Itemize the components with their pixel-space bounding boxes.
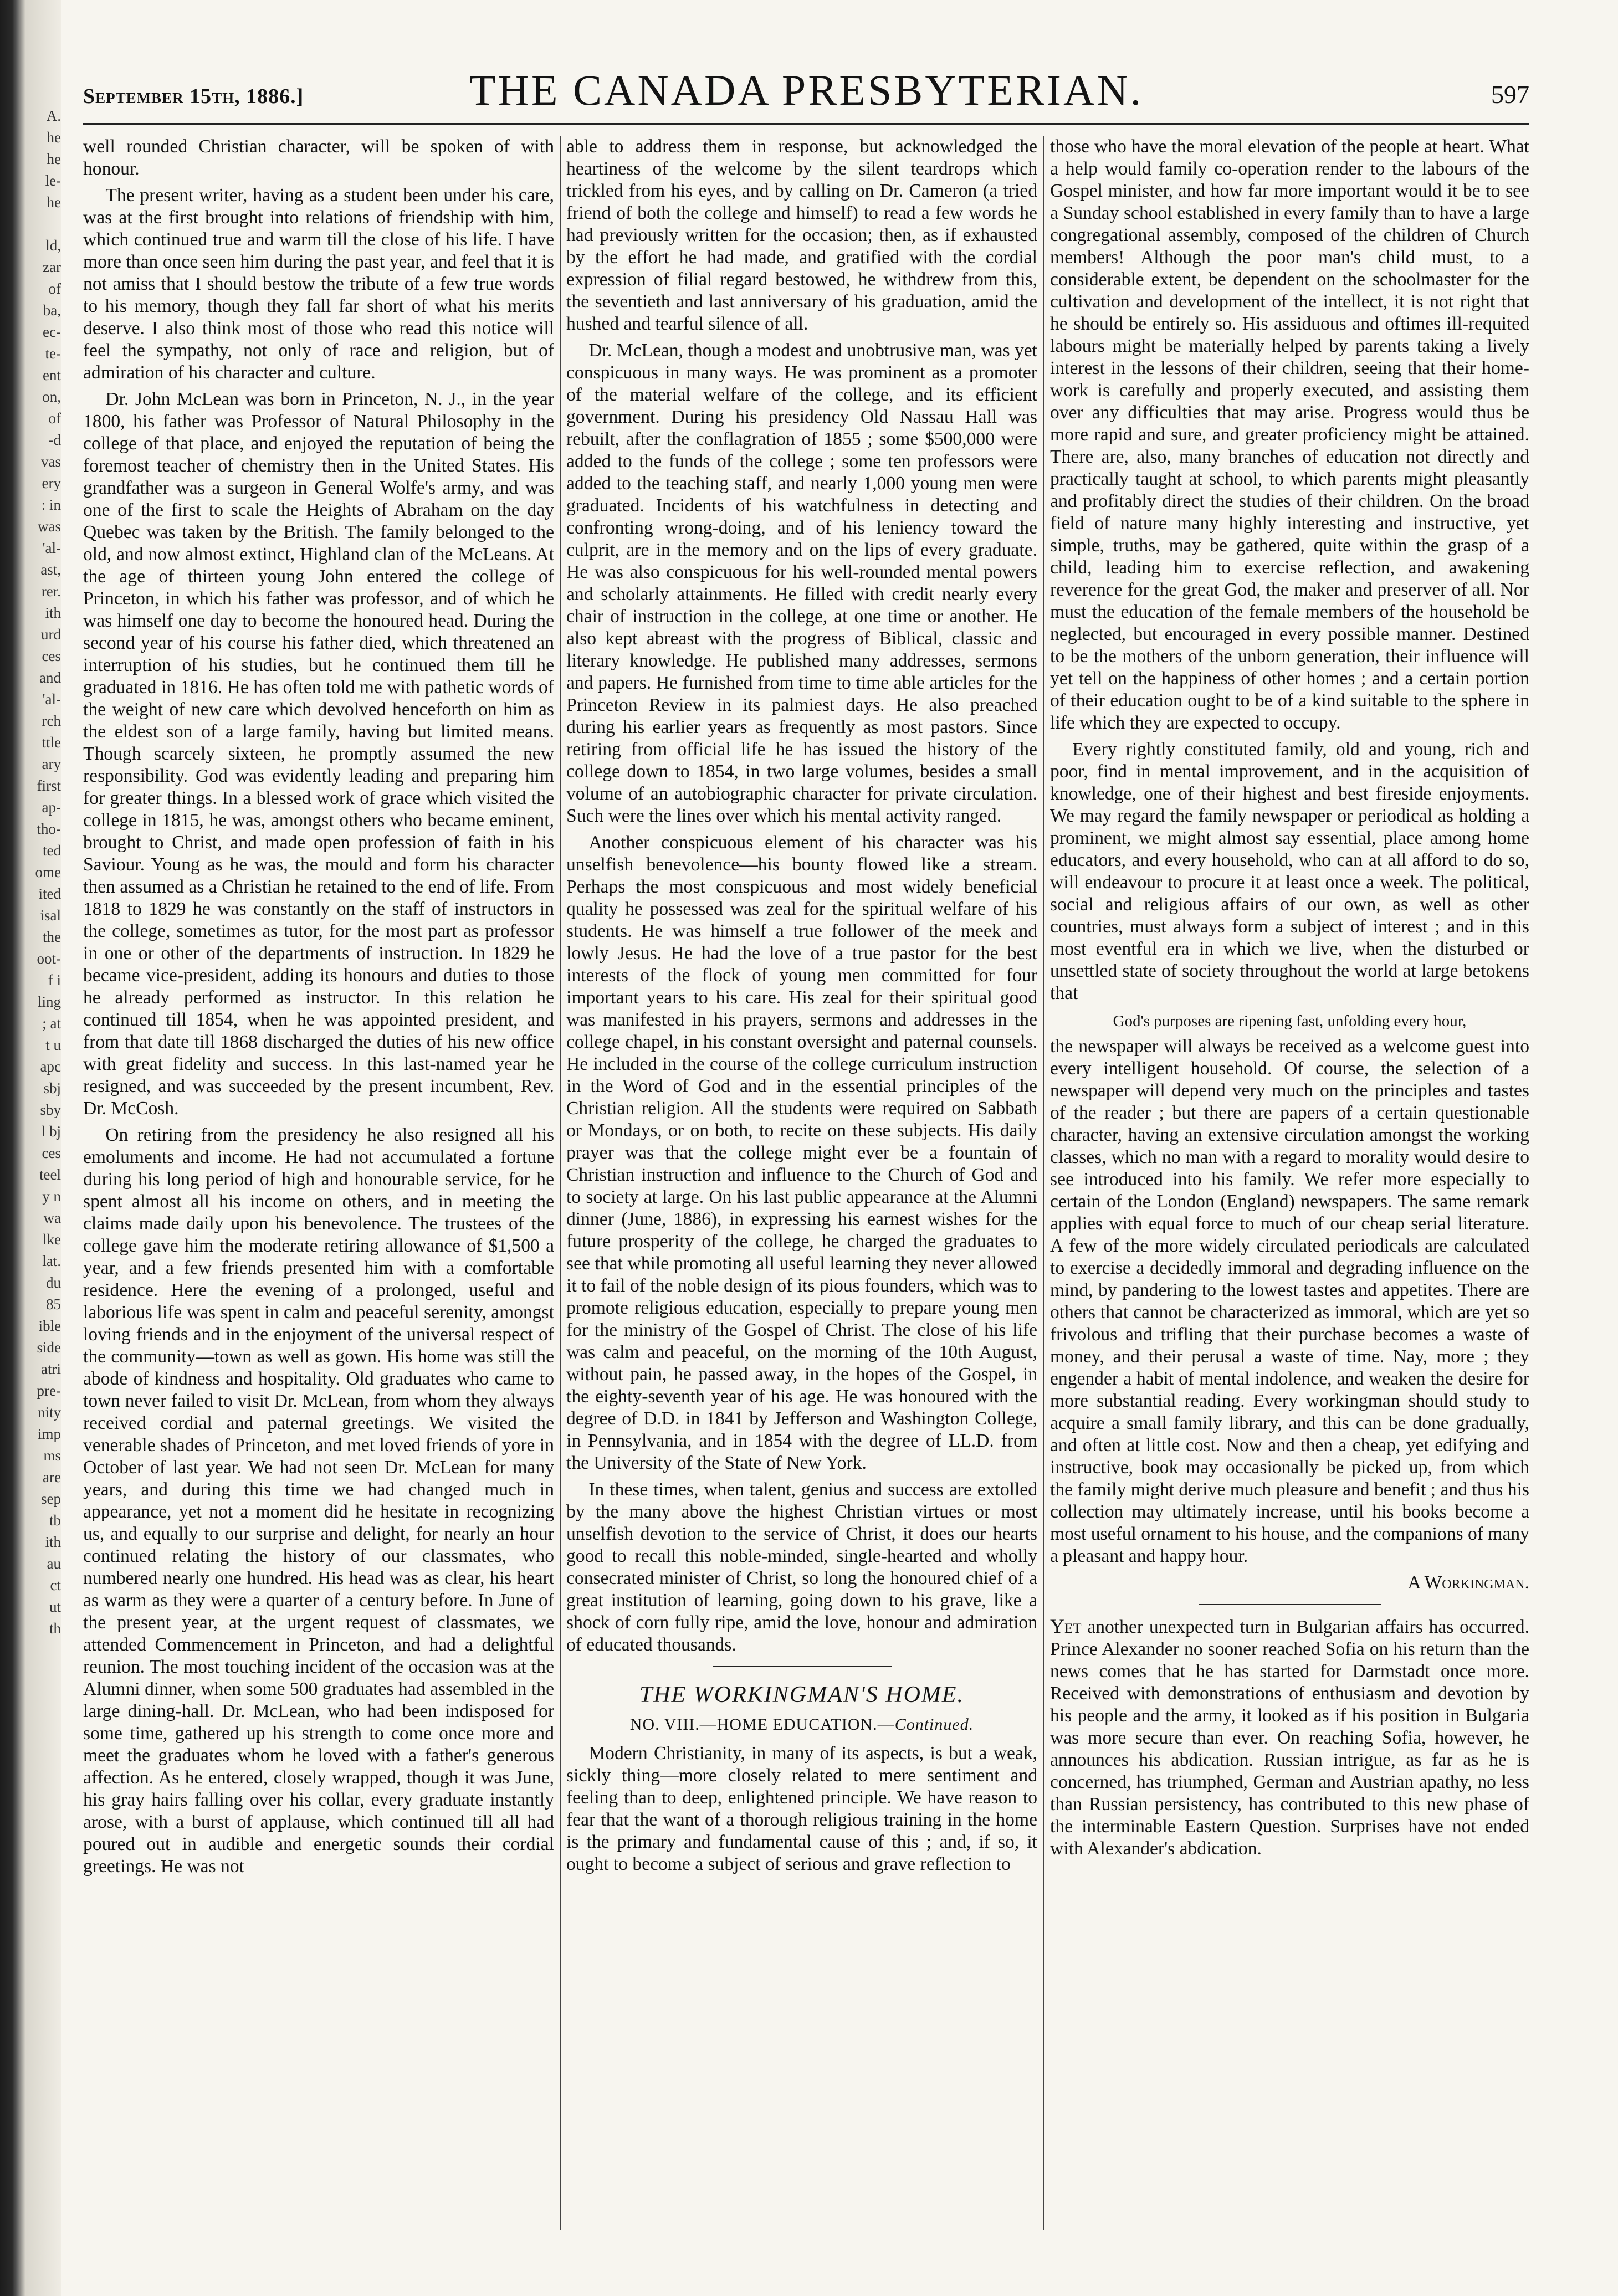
section-subhead [566, 1714, 1037, 1736]
section-rule [713, 1666, 892, 1667]
margin-fragment: was [38, 518, 61, 535]
margin-fragment: y n [42, 1188, 61, 1205]
margin-fragment: ith [45, 1534, 61, 1550]
margin-fragment: zar [43, 259, 61, 275]
margin-fragment: ent [43, 367, 61, 383]
margin-fragment: lat. [42, 1253, 61, 1269]
article-paragraph: those who have the moral elevation of the people at heart. What a help would family co-operation render to the labours of the Gospel minister, and how far more important would it be to see a Sunday school established in every family than to have a large congregational assembly, composed of the children of Church members! Although the poor man's child must, to a considerable extent, be dependent on the schoolmaster for the cultivation and development of the intellect, it is not right that he should be entirely so. His assiduous and oftimes ill-requited labours might be materially helped by parents taking a lively interest in the lessons of their children, seeing that their home-work is carefully and properly executed, and assisting them over any difficulties that may arise. Progress would thus be more rapid and sure, and greater proficiency might be attained. There are, also, many branches of education not directly and practically taught at school, to which parents might pleasantly and profitably direct the studies of their children. On the broad field of nature many highly interesting and instructive, yet simple, truths, may be gathered, quite within the grasp of a child, leading him to exercise reflection, and awakening reverence for the great God, the maker and preserver of all. Nor must the education of the female members of the household be neglected, but encouraged in every possible manner. Destined to be the mothers of the unborn generation, their influence will yet tell on the happiness of other homes ; and a certain portion of their education ought to be of a kind suitable to the sphere in life which they are expected to occupy. [1050, 136, 1529, 733]
margin-fragment: th [49, 1620, 61, 1637]
column-1 [83, 136, 554, 2230]
margin-fragment: l bj [41, 1123, 61, 1140]
margin-fragment: atri [41, 1361, 61, 1377]
margin-fragment: 'al- [42, 540, 61, 556]
header-rule [83, 123, 1529, 125]
section-title: THE WORKINGMAN'S HOME. [639, 1682, 965, 1708]
margin-fragment: ome [35, 864, 61, 880]
margin-fragment: isal [40, 907, 61, 924]
article-paragraph: Another conspicuous element of his character was his unselfish benevolence—his bounty flowed like a stream. Perhaps the most conspicuous and most widely beneficial quality he possessed was zeal for the spiritual welfare of his students. He was himself a true follower of the meek and lowly Jesus. He had the love of a true pastor for the best interests of the flock of young men committed for four important years to his care. His zeal for their spiritual good was manifested in his prayers, sermons and addresses in the college chapel, in his constant oversight and paternal counsels. He included in the course of the college curriculum instruction in the Word of God and in the essential principles of the Christian religion. All the students were required on Sabbath or Mondays, or on both, to recite on these subjects. His daily prayer was that the college might ever be a fountain of Christian instruction and influence to the Church of God and to society at large. On his last public appearance at the Alumni dinner (June, 1886), in expressing his earnest wishes for the future prosperity of the college, he charged the graduates to see that while promoting all useful learning they never allowed it to fail of the noble design of its pious founders, which was to promote religious education, especially to prepare young men for the ministry of the Gospel of Christ. The close of his life was calm and peaceful, on the morning of the 10th August, without pain, he passed away, in the hopes of the Gospel, in the eighty-seventh year of his age. He was honoured with the degree of D.D. in 1841 by Jefferson and Washington College, in Pennsylvania, and in 1854 with the degree of LL.D. from the University of the State of New York. [566, 832, 1037, 1473]
margin-fragment: ttle [42, 734, 61, 751]
margin-fragment: wa [43, 1210, 61, 1226]
article-paragraph: Dr. John McLean was born in Princeton, N. J., in the year 1800, his father was Professor of Natural Philosophy in the college of that place, and enjoyed the reputation of being the foremost teacher of chemistry then in the United States. His grandfather was a surgeon in General Wolfe's army, and was one of the first to scale the Heights of Abraham on the day Quebec was taken by the British. The family belonged to the old, and now almost extinct, Highland clan of the McLeans. At the age of thirteen young John entered the college of Princeton, in which his father was professor, and of which he was himself one day to become the honoured head. During the second year of his course his father died, which threatened an interruption of his studies, but he continued them till he graduated in 1816. He has often told me with pathetic words of the weight of new care which devolved henceforth on him as the eldest son of a large family, having but limited means. Though scarcely sixteen, he promptly assumed the new responsibility. God was evidently leading and preparing him for greater things. In a blessed work of grace which visited the college in 1815, he was, amongst others who became eminent, brought to Christ, and made open profession of faith in his Saviour. Young as he was, the mould and form his character then assumed as a Christian he retained to the end of life. From 1818 to 1829 he was constantly on the staff of instructors in the college, sometimes as tutor, for the most part as professor in one or other of the departments of instruction. In 1829 he became vice-president, adding its honours and duties to those he already performed as instructor. In this relation he continued till 1854, when he was appointed president, and from that date till 1868 discharged the duties of his new office with great fidelity and success. In this last-named year he resigned, and was succeeded by the present incumbent, Rev. Dr. McCosh. [83, 389, 554, 1119]
margin-fragment: ling [37, 993, 61, 1010]
margin-fragment: A. [46, 107, 61, 124]
article-paragraph: Every rightly constituted family, old and young, rich and poor, find in mental improvement, and in the acquisition of knowledge, one of their highest and best fireside enjoyments. We may regard the family newspaper or periodical as holding a prominent, we might almost say essential, place among home educators, and every household, who can at all afford to do so, will endeavour to procure it at least once a week. The political, social and religious affairs of our own, as well as other countries, must always form a subject of interest ; and in this most eventful era in which we live, when the disturbed or unsettled state of society throughout the world at large betokens that [1050, 739, 1529, 1003]
column-2 [566, 136, 1037, 2230]
page-number: 597 [1491, 80, 1529, 109]
margin-fragment: ted [43, 842, 61, 859]
margin-fragment: of [48, 280, 61, 297]
article-paragraph: well rounded Christian character, will be spoken of with honour. [83, 136, 554, 179]
margin-fragment: urd [41, 626, 61, 643]
margin-fragment: lke [43, 1231, 61, 1248]
margin-fragment: teel [39, 1166, 61, 1183]
margin-fragment: he [47, 194, 61, 211]
margin-fragment: ba, [43, 302, 61, 319]
margin-fragment: ited [38, 885, 61, 902]
margin-fragment: ap- [42, 799, 61, 816]
margin-fragment: ld, [45, 237, 61, 254]
signature: A Workingman. [1407, 1572, 1529, 1593]
article-paragraph: Modern Christianity, in many of its aspects, is but a weak, sickly thing—more closely related to mere sentiment and feeling than to deep, enlightened principle. We have reason to fear that the want of a thorough religious training in the home is the primary and fundamental cause of this ; and, if so, it ought to become a subject of serious and grave reflection to [566, 1743, 1037, 1874]
margin-fragment: sep [41, 1490, 61, 1507]
margin-text-fragments [20, 105, 61, 1639]
margin-fragment: of [48, 410, 61, 427]
margin-fragment: ct [50, 1577, 61, 1593]
margin-fragment: ary [42, 756, 61, 772]
margin-fragment: ; at [42, 1015, 61, 1032]
margin-fragment: 85 [46, 1296, 61, 1313]
margin-fragment: ible [38, 1318, 61, 1334]
margin-fragment: side [37, 1339, 61, 1356]
column-divider [560, 136, 561, 2230]
article-paragraph: The present writer, having as a student been under his care, was at the first brought into relations of friendship with him, which continued true and warm till the close of his life. I have more than once seen him during the past year, and feel that it is not amiss that I should bestow the tribute of a few true words to his memory, though they fall far short of what his merits deserve. I also think most of those who read this notice will feel the sympathy, not only of race and religion, but of admiration of his character and culture. [83, 185, 554, 383]
margin-fragment: on, [42, 388, 61, 405]
margin-fragment: he [47, 151, 61, 167]
margin-fragment: tb [49, 1512, 61, 1529]
margin-fragment: rch [42, 713, 61, 729]
margin-fragment: : in [41, 496, 61, 513]
margin-fragment: ut [49, 1598, 61, 1615]
margin-fragment: ast, [40, 561, 61, 578]
news-lead: Yet [1050, 1615, 1082, 1637]
column-divider [1043, 136, 1044, 2230]
margin-fragment: du [46, 1274, 61, 1291]
margin-fragment: sby [40, 1101, 61, 1118]
article-paragraph: the newspaper will always be received as a welcome guest into every intelligent household. Of course, the selection of a newspaper will depend very much on the principles and tastes of the reader ; but there are papers of a certain questionable character, having an extensive circulation amongst the working classes, which no man with a regard to morality would desire to see introduced into his family. We refer more especially to certain of the London (England) newspapers. The same remark applies with equal force to much of our cheap serial literature. A few of the more widely circulated periodicals are calculated to exercise a decidedly immoral and degrading influence on the mind, by pandering to the lowest tastes and appetites. There are others that cannot be characterized as immoral, which are yet so frivolous and trifling that their purchase becomes a waste of money, and their perusal a waste of time. Nay, more ; they engender a habit of mental indolence, and weaken the desire for more substantial reading. Every workingman should study to acquire a small family library, and this can be done gradually, and often at little cost. Now and then a cheap, yet edifying and instructive, book may occasionally be picked up, from which the family might derive much pleasure and benefit ; and thus his collection may ultimately increase, until his books become a most useful ornament to his house, and the companions of many a pleasant and happy hour. [1050, 1036, 1529, 1566]
margin-fragment: rer. [41, 583, 61, 599]
margin-fragment: nity [37, 1404, 61, 1421]
margin-fragment: ces [42, 1145, 61, 1161]
margin-fragment: tho- [37, 821, 61, 837]
margin-fragment: te- [45, 345, 61, 362]
article-paragraph: On retiring from the presidency he also resigned all his emoluments and income. He had not accumulated a fortune during his long period of high and honourable service, for he spent almost all his income on others, and in meeting the claims made daily upon his benevolence. The trustees of the college gave him the moderate retiring allowance of $1,500 a year, and a few friends presented him with a comfortable residence. Here the evening of a prolonged, useful and laborious life was spent in calm and peaceful serenity, amongst loving friends and in the enjoyment of the universal respect of the community—town as well as gown. His home was still the abode of kindness and hospitality. Old graduates who came to town never failed to visit Dr. McLean, from whom they always received cordial and paternal greetings. We visited the venerable shades of Princeton, and met loved friends of yore in October of last year. We had not seen Dr. McLean for many years, and during this time we had changed much in appearance, yet not a moment did he hesitate in recognizing us, and equally to our surprise and delight, for nearly an hour continued relating the history of our classmates, who numbered nearly one hundred. His head was as clear, his heart as warm as they were a quarter of a century before. In June of the present year, at the urgent request of classmates, we attended Commencement in Princeton, and had a delightful reunion. The most touching incident of the occasion was at the Alumni dinner, when some 500 graduates had assembled in the large dining-hall. Dr. McLean, who had been indisposed for some time, gathered up his strength to come once more and meet the graduates whom he loved with a father's generous affection. As he entered, closely wrapped, though it was June, his gray hairs falling over his collar, every graduate instantly arose, with a burst of applause, which continued till all had poured out in audible and energetic sounds their cordial greetings. He was not [83, 1125, 554, 1877]
margin-fragment: first [37, 777, 61, 794]
margin-fragment: ms [43, 1447, 61, 1464]
margin-fragment: ces [42, 648, 61, 664]
header-date: September 15th, 1886.] [83, 85, 304, 108]
margin-fragment: ith [45, 604, 61, 621]
margin-fragment: -d [48, 432, 61, 448]
article-paragraph: In these times, when talent, genius and success are extolled by the many above the highest Christian virtues or most unselfish devotion to the service of Christ, it does our hearts good to recall this noble-minded, single-hearted and wholly consecrated minister of Christ, so long the honoured chief of a great institution of learning, going down to his grave, like a shock of corn fully ripe, amid the love, honour and admiration of educated thousands. [566, 1479, 1037, 1655]
article-paragraph: Dr. McLean, though a modest and unobtrusive man, was yet conspicuous in many ways. He was prominent as a promoter of the material welfare of the college, and its efficient government. During his presidency Old Nassau Hall was rebuilt, after the conflagration of 1855 ; some $500,000 were added to the funds of the college ; some ten professors were added to the teaching staff, and nearly 1,000 young men were graduated. Incidents of his watchfulness in detecting and confronting wrong-doing, and of his leniency toward the culprit, are in the memory and on the lips of every graduate. He was also conspicuous for his well-rounded mental powers and scholarly attainments. He filled with credit nearly every chair of instruction in the college, at one time or another. He also kept abreast with the progress of Biblical, classic and literary knowledge. He published many addresses, sermons and papers. He furnished from time to time able articles for the Princeton Review in its palmiest days. He also preached during his earlier years as frequently as most pastors. Since retiring from official life he has issued the history of the college down to 1854, in two large volumes, besides a small volume of an autobiographic character for private circulation. Such were the lines over which his mental activity ranged. [566, 340, 1037, 826]
margin-fragment: vas [41, 453, 61, 470]
margin-fragment: oot- [37, 950, 61, 967]
column-3 [1050, 136, 1529, 2230]
margin-fragment: f i [48, 972, 61, 988]
margin-fragment: apc [40, 1058, 61, 1075]
subhead-continued: Continued. [894, 1715, 974, 1734]
margin-fragment: and [39, 669, 61, 686]
margin-fragment: t u [45, 1037, 61, 1053]
margin-fragment: sbj [43, 1080, 61, 1096]
margin-fragment: are [43, 1469, 61, 1485]
margin-fragment: ery [42, 475, 61, 491]
margin-fragment: imp [37, 1426, 61, 1442]
margin-fragment: he [47, 129, 61, 146]
newspaper-title: THE CANADA PRESBYTERIAN. [469, 66, 1144, 114]
section-rule [1199, 1604, 1381, 1605]
article-paragraph: able to address them in response, but acknowledged the heartiness of the welcome by the silent teardrops which trickled from his eyes, and by calling on Dr. Cameron (a tried friend of both the college and himself) to read a few words he had previously written for the occasion; then, as if exhausted by the effort he had made, and gratified with the cordial expression of filial regard bestowed, he withdrew from this, the seventieth and last anniversary of his graduation, amid the hushed and tearful silence of all. [566, 136, 1037, 334]
margin-fragment: au [47, 1555, 61, 1572]
verse-line: God's purposes are ripening fast, unfolding every hour, [1113, 1012, 1467, 1030]
margin-fragment: the [43, 929, 61, 945]
margin-fragment: ec- [43, 324, 61, 340]
news-body: another unexpected turn in Bulgarian affairs has occurred. Prince Alexander no sooner reached Sofia on his return than the news comes that he has started for Darmstadt once more. Received with demonstrations of enthusiasm and devotion by his people and the army, it looked as if his position in Bulgaria was more secure than ever. On reaching Sofia, however, he announces his abdication. Russian intrigue, as far as he is concerned, has triumphed, German and Austrian apathy, no less than Russian persistency, has contributed to this new phase of the interminable Eastern Question. Surprises have not ended with Alexander's abdication. [1050, 1617, 1529, 1859]
margin-fragment: pre- [37, 1382, 61, 1399]
news-paragraph [1050, 1615, 1529, 1860]
margin-fragment: le- [45, 172, 61, 189]
subhead-number: NO. VIII.—HOME EDUCATION.— [629, 1715, 895, 1734]
page-header [83, 65, 1529, 119]
margin-fragment [20, 213, 61, 235]
margin-fragment: 'al- [42, 691, 61, 708]
